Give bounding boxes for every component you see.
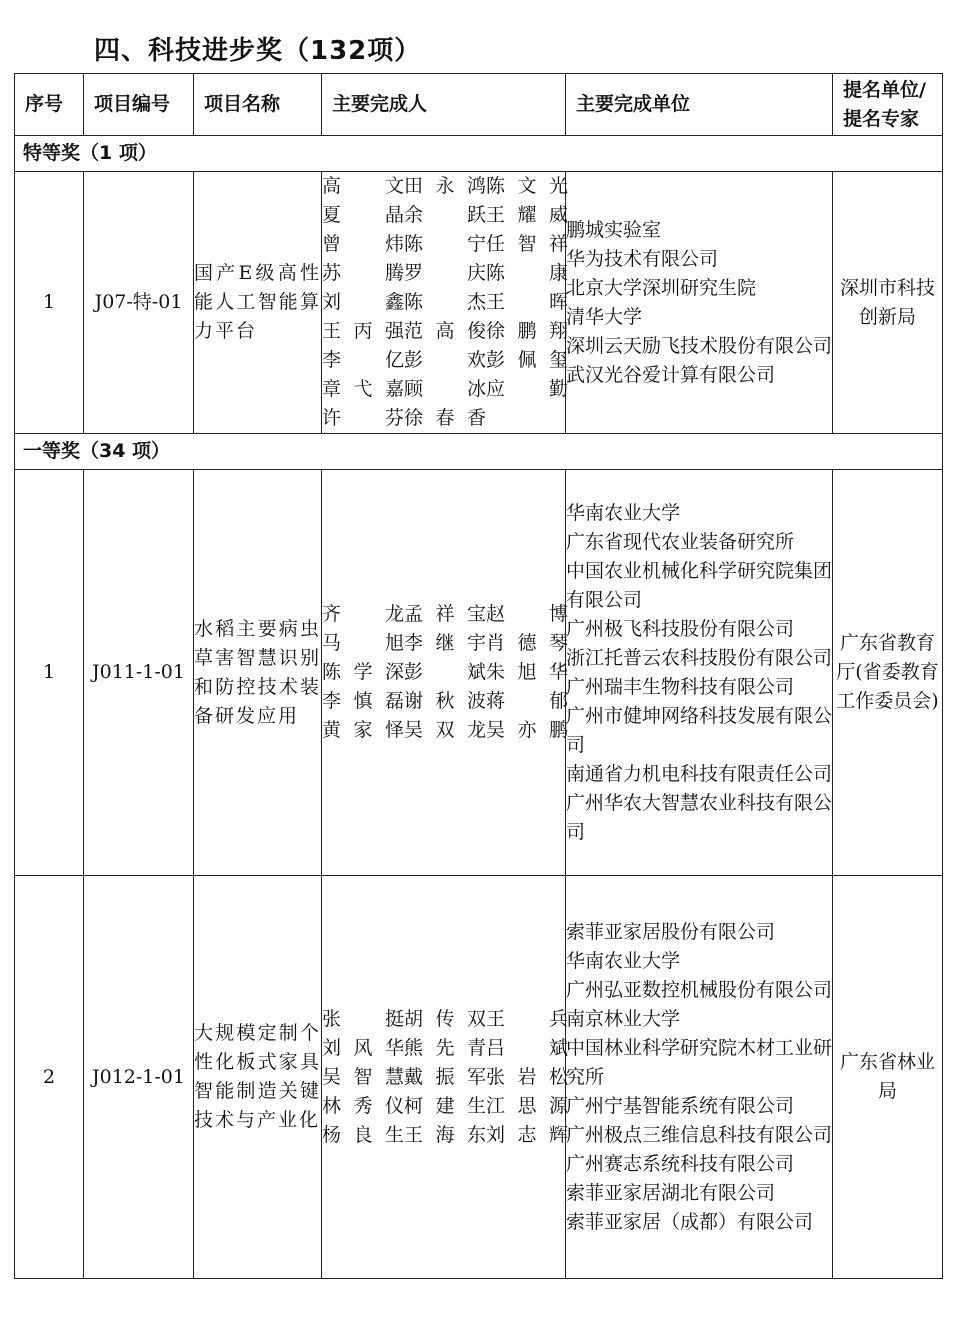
section-label: 一等奖（34 项） xyxy=(15,434,943,470)
contributor-name: 胡传双 xyxy=(404,1007,486,1030)
nominator: 广东省教育厅(省委教育工作委员会) xyxy=(833,470,943,876)
unit-name: 广州华农大智慧农业科技有限公司 xyxy=(566,791,833,843)
row-number: 1 xyxy=(15,470,84,876)
main-units xyxy=(566,470,833,876)
unit-name: 清华大学 xyxy=(566,305,643,328)
contributor-name: 任智祥 xyxy=(486,233,568,255)
contributor-name: 陈学深 xyxy=(322,661,404,683)
contributor-line xyxy=(322,716,568,745)
contributor-line xyxy=(322,201,568,230)
table-row xyxy=(15,172,943,434)
contributor-name: 顾 冰 xyxy=(404,378,486,400)
unit-name: 北京大学深圳研究生院 xyxy=(566,276,757,299)
page-title: 四、科技进步奖（132项） xyxy=(94,36,422,66)
unit-name: 广州市健坤网络科技发展有限公司 xyxy=(566,704,833,756)
contributor-name: 陈文光 xyxy=(486,175,568,197)
unit-name: 索菲亚家居（成都）有限公司 xyxy=(566,1210,814,1233)
contributor-name: 王 兵 xyxy=(486,1007,568,1030)
contributor-name: 余 跃 xyxy=(404,204,486,226)
contributor-name: 徐鹏翔 xyxy=(486,320,568,342)
header-nominator xyxy=(833,74,943,136)
contributor-name: 熊先青 xyxy=(404,1036,486,1059)
header-code: 项目编号 xyxy=(84,74,194,136)
contributor-name: 应 勤 xyxy=(486,378,568,400)
contributor-name: 章弋嘉 xyxy=(322,378,404,400)
contributor-name: 王耀威 xyxy=(486,204,568,226)
contributor-line xyxy=(322,346,568,375)
unit-name: 中国林业科学研究院木材工业研究所 xyxy=(566,1036,833,1088)
contributor-name: 吕 斌 xyxy=(486,1036,568,1059)
contributor-name: 刘风华 xyxy=(322,1036,404,1059)
contributor-name: 田永鸿 xyxy=(404,175,486,197)
contributor-name: 王 晖 xyxy=(486,291,568,313)
header-nominator-line1: 提名单位/ xyxy=(843,78,926,101)
contributor-name: 孟祥宝 xyxy=(404,603,486,625)
contributor-name: 肖德琴 xyxy=(486,632,568,654)
unit-name: 广东省现代农业装备研究所 xyxy=(566,530,795,553)
unit-name: 南通省力机电科技有限责任公司 xyxy=(566,762,833,785)
unit-name: 索菲亚家居股份有限公司 xyxy=(566,920,776,943)
unit-name: 广州赛志系统科技有限公司 xyxy=(566,1152,795,1175)
unit-name: 华南农业大学 xyxy=(566,501,681,524)
contributor-name: 张 挺 xyxy=(322,1007,404,1030)
contributor-line xyxy=(322,1092,568,1121)
contributor-name: 陈 宁 xyxy=(404,233,486,255)
contributor-line xyxy=(322,1005,568,1034)
contributor-name: 吴亦鹏 xyxy=(486,719,568,741)
unit-name: 广州宁基智能系统有限公司 xyxy=(566,1094,795,1117)
contributor-name: 苏 腾 xyxy=(322,262,404,284)
unit-name: 中国农业机械化科学研究院集团有限公司 xyxy=(566,559,833,611)
contributor-line xyxy=(322,375,568,404)
contributor-line xyxy=(322,404,565,433)
header-name: 项目名称 xyxy=(194,74,322,136)
project-code: J012-1-01 xyxy=(84,876,194,1279)
table-row xyxy=(15,876,943,1279)
section-row xyxy=(15,136,943,172)
contributor-line xyxy=(322,172,568,201)
contributor-line xyxy=(322,658,568,687)
main-units xyxy=(566,172,833,434)
contributor-line xyxy=(322,230,568,259)
row-number: 1 xyxy=(15,172,84,434)
main-contributors xyxy=(322,172,566,434)
contributor-name: 柯建生 xyxy=(404,1094,486,1117)
contributor-name: 刘志辉 xyxy=(486,1123,568,1146)
contributor-name: 戴振军 xyxy=(404,1065,486,1088)
contributor-name: 王丙强 xyxy=(322,320,404,342)
contributor-name: 刘 鑫 xyxy=(322,291,404,313)
contributor-name: 李 亿 xyxy=(322,349,404,371)
contributor-name: 吴智慧 xyxy=(322,1065,404,1088)
contributor-name: 江思源 xyxy=(486,1094,568,1117)
contributor-name: 赵 博 xyxy=(486,603,568,625)
contributor-line xyxy=(322,1063,568,1092)
contributor-name: 李慎磊 xyxy=(322,690,404,712)
unit-name: 浙江托普云农科技股份有限公司 xyxy=(566,646,833,669)
nominator: 深圳市科技创新局 xyxy=(833,172,943,434)
contributor-name: 曾 炜 xyxy=(322,233,404,255)
table-header xyxy=(15,74,943,136)
contributor-name: 张岩松 xyxy=(486,1065,568,1088)
contributor-line xyxy=(322,288,568,317)
awards-table xyxy=(14,73,943,1279)
contributor-line xyxy=(322,687,568,716)
table-row xyxy=(15,470,943,876)
contributor-line xyxy=(322,600,568,629)
unit-name: 广州极点三维信息科技有限公司 xyxy=(566,1123,833,1146)
contributor-name: 李继宇 xyxy=(404,632,486,654)
contributor-name: 彭佩玺 xyxy=(486,349,568,371)
header-no: 序号 xyxy=(15,74,84,136)
contributor-name: 范高俊 xyxy=(404,320,486,342)
contributor-name: 罗 庆 xyxy=(404,262,486,284)
unit-name: 鹏城实验室 xyxy=(566,218,662,241)
contributor-line xyxy=(322,629,568,658)
unit-name: 武汉光谷爱计算有限公司 xyxy=(566,363,776,386)
unit-name: 华南农业大学 xyxy=(566,949,681,972)
unit-name: 南京林业大学 xyxy=(566,1007,681,1030)
main-contributors xyxy=(322,876,566,1279)
unit-name: 华为技术有限公司 xyxy=(566,247,719,270)
contributor-line xyxy=(322,1121,568,1150)
contributor-name: 许 芬 xyxy=(322,407,404,429)
contributor-name: 朱旭华 xyxy=(486,661,568,683)
contributor-name: 徐春香 xyxy=(404,407,486,429)
unit-name: 广州瑞丰生物科技有限公司 xyxy=(566,675,795,698)
header-nominator-line2: 提名专家 xyxy=(843,107,920,130)
contributor-name: 彭 欢 xyxy=(404,349,486,371)
contributor-line xyxy=(322,1034,568,1063)
contributor-name: 王海东 xyxy=(404,1123,486,1146)
contributor-name: 陈 康 xyxy=(486,262,568,284)
contributor-name: 齐 龙 xyxy=(322,603,404,625)
contributor-line xyxy=(322,317,568,346)
project-name: 国产E级高性能人工智能算力平台 xyxy=(194,172,322,434)
unit-name: 广州弘亚数控机械股份有限公司 xyxy=(566,978,833,1001)
project-name: 大规模定制个性化板式家具智能制造关键技术与产业化 xyxy=(194,876,322,1279)
nominator: 广东省林业局 xyxy=(833,876,943,1279)
contributor-name: 蒋 郁 xyxy=(486,690,568,712)
contributor-name: 杨良生 xyxy=(322,1123,404,1146)
unit-name: 广州极飞科技股份有限公司 xyxy=(566,617,795,640)
header-people: 主要完成人 xyxy=(322,74,566,136)
section-label: 特等奖（1 项） xyxy=(15,136,943,172)
contributor-name: 夏 晶 xyxy=(322,204,404,226)
contributor-name: 马 旭 xyxy=(322,632,404,654)
main-units xyxy=(566,876,833,1279)
contributor-name: 吴双龙 xyxy=(404,719,486,741)
contributor-name: 黄家怿 xyxy=(322,719,404,741)
main-contributors xyxy=(322,470,566,876)
project-code: J07-特-01 xyxy=(84,172,194,434)
contributor-name: 林秀仪 xyxy=(322,1094,404,1117)
contributor-name: 谢秋波 xyxy=(404,690,486,712)
project-code: J011-1-01 xyxy=(84,470,194,876)
section-row xyxy=(15,434,943,470)
unit-name: 深圳云天励飞技术股份有限公司 xyxy=(566,334,833,357)
project-name: 水稻主要病虫草害智慧识别和防控技术装备研发应用 xyxy=(194,470,322,876)
row-number: 2 xyxy=(15,876,84,1279)
header-units: 主要完成单位 xyxy=(566,74,833,136)
unit-name: 索菲亚家居湖北有限公司 xyxy=(566,1181,776,1204)
contributor-name: 彭 斌 xyxy=(404,661,486,683)
contributor-line xyxy=(322,259,568,288)
contributor-name: 高 文 xyxy=(322,175,404,197)
contributor-name: 陈 杰 xyxy=(404,291,486,313)
